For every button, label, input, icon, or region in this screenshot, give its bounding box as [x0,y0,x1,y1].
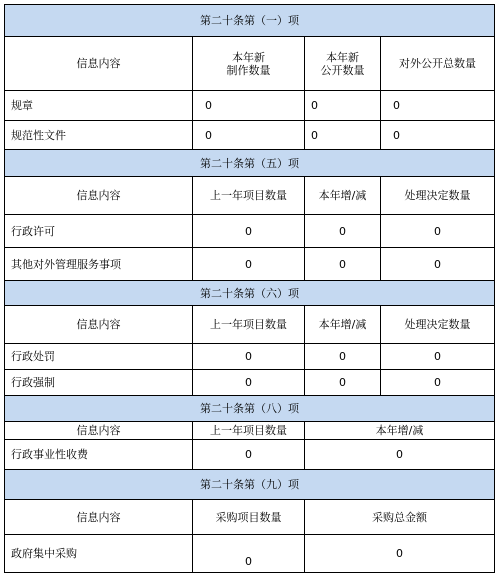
column-header: 信息内容 [5,37,193,91]
section-header [5,396,495,422]
column-header: 上一年项目数量 [193,177,305,215]
section-title: 第二十条第（一）项 [5,5,495,37]
row-label: 政府集中采购 [5,535,193,573]
column-header: 本年新 公开数量 [305,37,381,91]
column-header: 上一年项目数量 [193,422,305,440]
row-label: 行政强制 [5,370,193,396]
cell-value: 0 [193,215,305,248]
column-header: 上一年项目数量 [193,306,305,344]
column-header: 对外公开总数量 [381,37,495,91]
column-header: 本年增/减 [305,306,381,344]
column-header-row [5,177,495,215]
cell-value: 0 [193,370,305,396]
table-row [5,121,495,150]
table-row [5,248,495,281]
row-label: 行政许可 [5,215,193,248]
table-row [5,215,495,248]
cell-value: 0 [305,248,381,281]
cell-value: 0 [193,121,305,150]
cell-value: 0 [305,215,381,248]
column-header: 本年增/减 [305,422,495,440]
section-title: 第二十条第（九）项 [5,470,495,500]
column-header: 处理决定数量 [381,177,495,215]
disclosure-table-sheet [4,4,494,573]
cell-value: 0 [381,344,495,370]
column-header: 采购总金额 [305,500,495,535]
cell-value: 0 [305,344,381,370]
section-header [5,470,495,500]
disclosure-table [4,4,495,573]
column-header: 本年新 制作数量 [193,37,305,91]
cell-value: 0 [193,440,305,470]
row-label: 行政事业性收费 [5,440,193,470]
cell-value: 0 [193,535,305,573]
cell-value: 0 [305,440,495,470]
cell-value: 0 [305,91,381,121]
table-row [5,91,495,121]
table-row [5,370,495,396]
cell-value: 0 [381,248,495,281]
column-header: 本年增/减 [305,177,381,215]
cell-value: 0 [305,121,381,150]
table-row [5,535,495,573]
column-header: 采购项目数量 [193,500,305,535]
section-header [5,5,495,37]
section-title: 第二十条第（六）项 [5,281,495,306]
column-header: 处理决定数量 [381,306,495,344]
cell-value: 0 [381,215,495,248]
section-title: 第二十条第（八）项 [5,396,495,422]
cell-value: 0 [193,344,305,370]
row-label: 规范性文件 [5,121,193,150]
row-label: 规章 [5,91,193,121]
column-header-row [5,422,495,440]
cell-value: 0 [381,91,495,121]
cell-value: 0 [193,91,305,121]
cell-value: 0 [381,121,495,150]
row-label: 其他对外管理服务事项 [5,248,193,281]
cell-value: 0 [193,248,305,281]
section-header [5,150,495,177]
column-header-row [5,306,495,344]
cell-value: 0 [305,535,495,573]
column-header: 信息内容 [5,177,193,215]
table-row [5,344,495,370]
cell-value: 0 [305,370,381,396]
column-header-row [5,37,495,91]
cell-value: 0 [381,370,495,396]
column-header: 信息内容 [5,306,193,344]
table-row [5,440,495,470]
column-header: 信息内容 [5,422,193,440]
column-header-row [5,500,495,535]
row-label: 行政处罚 [5,344,193,370]
column-header: 信息内容 [5,500,193,535]
section-title: 第二十条第（五）项 [5,150,495,177]
section-header [5,281,495,306]
